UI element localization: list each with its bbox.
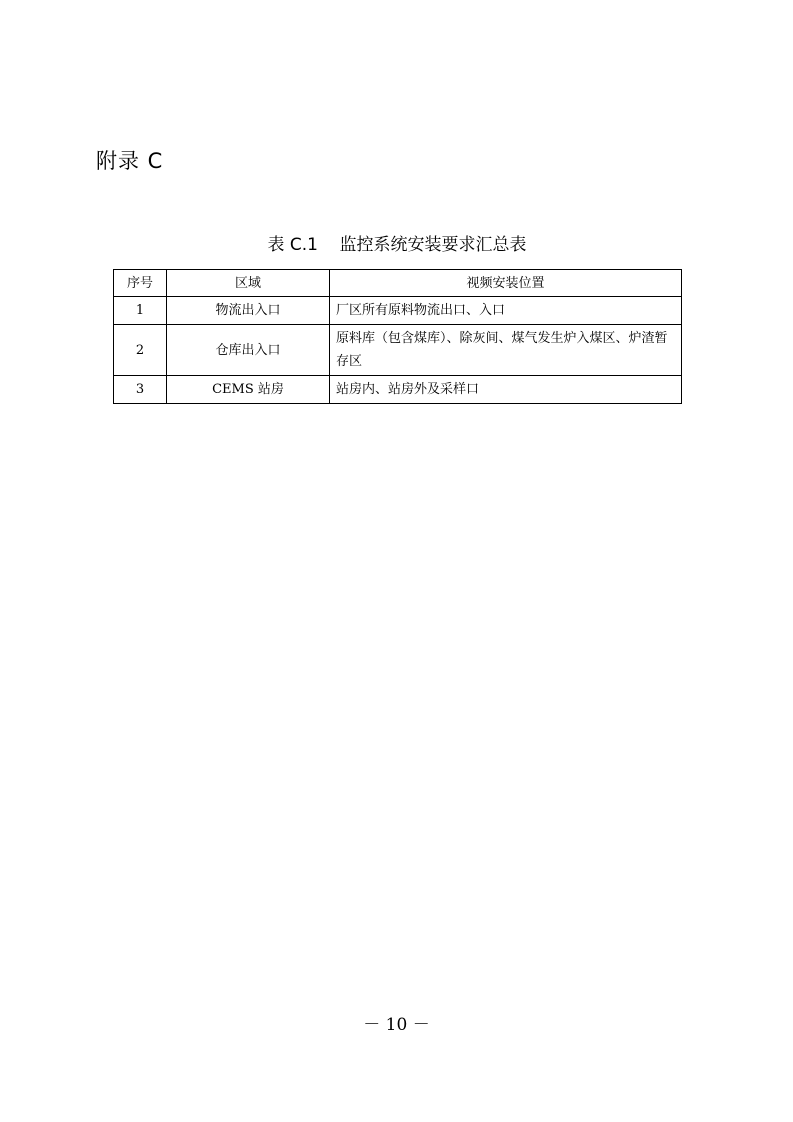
row-area: 物流出入口 — [167, 297, 330, 325]
table-caption: 表 C.1 监控系统安装要求汇总表 — [267, 235, 527, 255]
row-area: 仓库出入口 — [167, 325, 330, 376]
row-index: 3 — [114, 376, 167, 404]
table-row — [114, 376, 682, 404]
table-header-row — [114, 270, 682, 297]
row-location: 厂区所有原料物流出口、入口 — [330, 297, 682, 325]
page-number: － 10 － — [363, 1015, 430, 1035]
header-index: 序号 — [114, 270, 167, 297]
row-index: 2 — [114, 325, 167, 376]
header-location: 视频安装位置 — [330, 270, 682, 297]
row-location: 原料库（包含煤库）、除灰间、煤气发生炉入煤区、炉渣暂存区 — [330, 325, 682, 376]
summary-table — [113, 269, 682, 404]
table-row — [114, 325, 682, 376]
row-area: CEMS 站房 — [167, 376, 330, 404]
table-row — [114, 297, 682, 325]
appendix-title: 附录 C — [96, 149, 164, 173]
row-index: 1 — [114, 297, 167, 325]
row-location: 站房内、站房外及采样口 — [330, 376, 682, 404]
header-area: 区域 — [167, 270, 330, 297]
